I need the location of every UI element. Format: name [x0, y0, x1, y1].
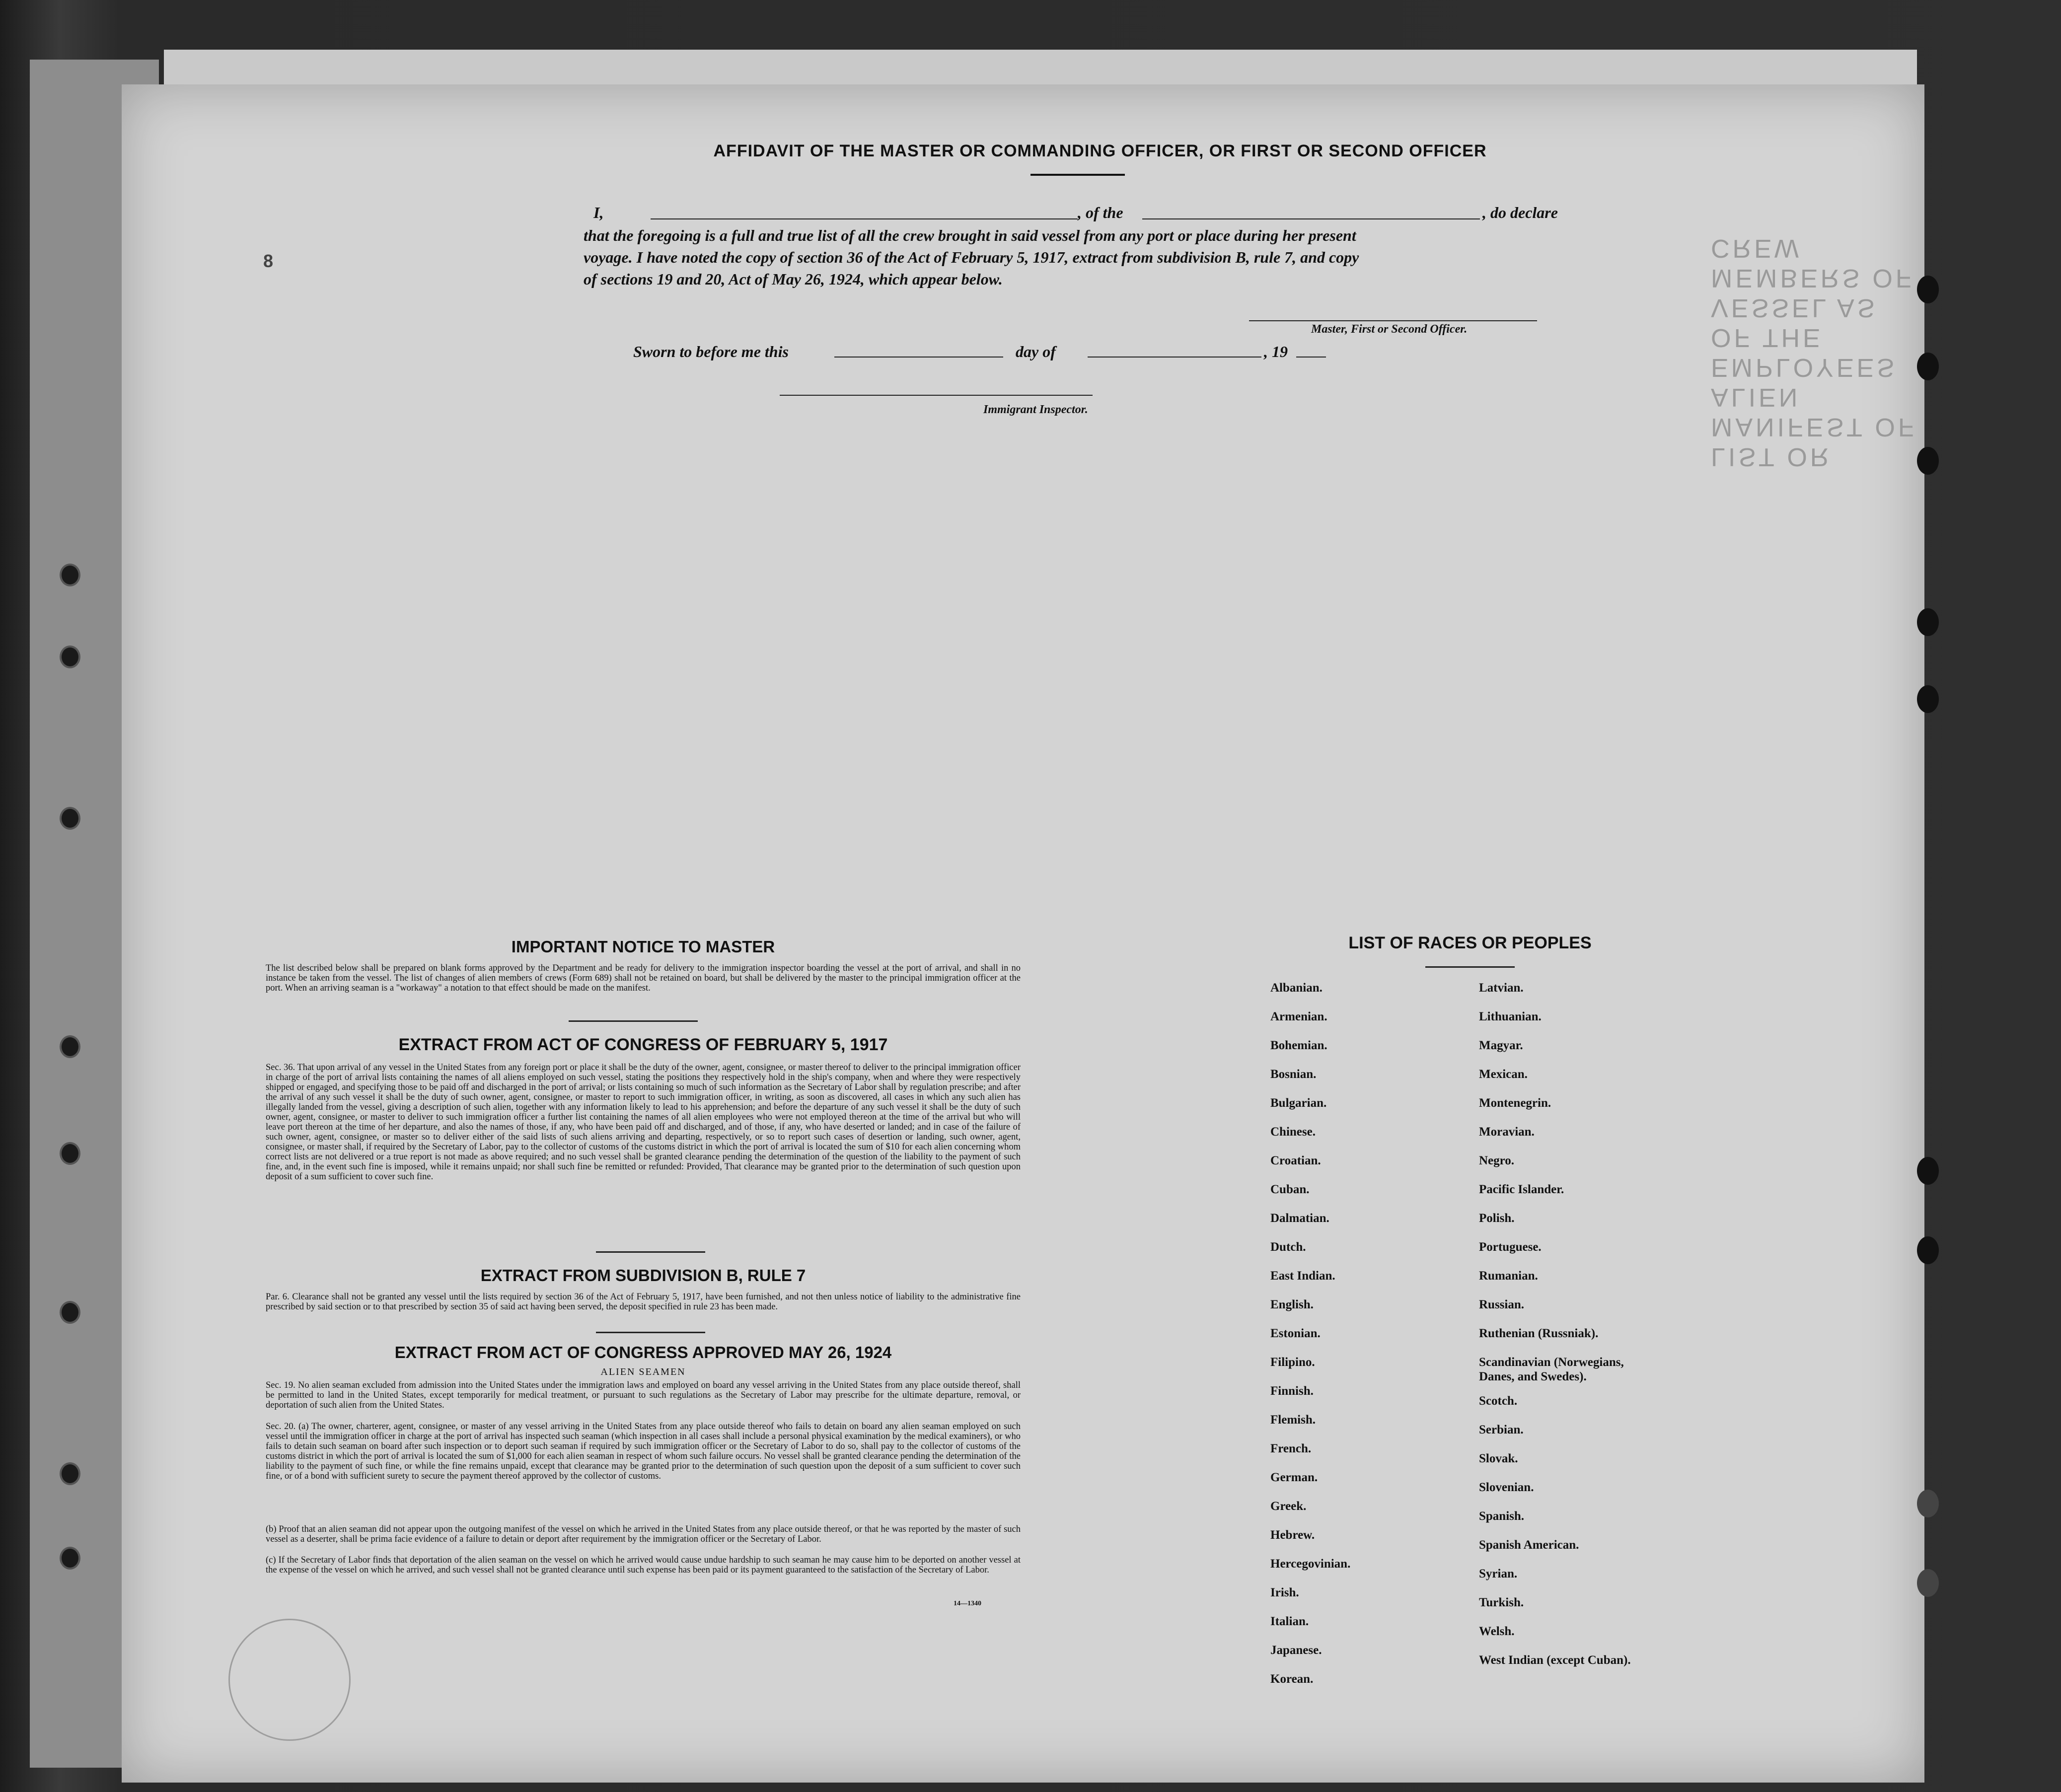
race-item: Chinese. [1270, 1125, 1316, 1139]
binder-hole-icon [60, 645, 80, 668]
race-item: Pacific Islander. [1479, 1183, 1564, 1196]
race-item: Greek. [1270, 1500, 1307, 1513]
notice-title: IMPORTANT NOTICE TO MASTER [511, 937, 775, 956]
race-item: Moravian. [1479, 1125, 1535, 1139]
race-item: Welsh. [1479, 1625, 1515, 1638]
punch-hole-icon [1917, 608, 1939, 636]
race-item: East Indian. [1270, 1269, 1335, 1283]
race-item: Dalmatian. [1270, 1212, 1329, 1225]
year-label: , 19 [1264, 343, 1288, 360]
race-item: Spanish American. [1479, 1538, 1579, 1552]
races-title: LIST OF RACES OR PEOPLES [1348, 933, 1592, 952]
punch-hole-icon [1917, 353, 1939, 380]
master-signature-label: Master, First or Second Officer. [1311, 323, 1468, 336]
affidavit-line-4: of sections 19 and 20, Act of May 26, 1924, which appear below. [584, 270, 1003, 288]
punch-hole-icon [1917, 1490, 1939, 1517]
race-item: Irish. [1270, 1586, 1299, 1599]
affidavit-line-3: voyage. I have noted the copy of section 36 of the Act of February 5, 1917, extract from subdivision B, rule 7, and copy [584, 248, 1359, 266]
race-item: Hebrew. [1270, 1528, 1315, 1542]
race-item: Bohemian. [1270, 1039, 1327, 1052]
race-item: Magyar. [1479, 1039, 1523, 1052]
race-item: Mexican. [1479, 1068, 1528, 1081]
race-item: Flemish. [1270, 1413, 1316, 1427]
punch-hole-icon [1917, 1236, 1939, 1264]
affidavit-declare-label: , do declare [1482, 204, 1558, 221]
race-item: Ruthenian (Russniak). [1479, 1327, 1599, 1340]
binder-hole-icon [60, 1035, 80, 1058]
race-item: Lithuanian. [1479, 1010, 1542, 1023]
punch-hole-icon [1917, 1569, 1939, 1597]
inspector-signature-field[interactable] [780, 395, 1093, 396]
binder-hole-icon [60, 1462, 80, 1485]
race-item: Finnish. [1270, 1384, 1314, 1398]
extract-1917-title: EXTRACT FROM ACT OF CONGRESS OF FEBRUARY 5, 1917 [398, 1035, 888, 1054]
notice-body: The list described below shall be prepared on blank forms approved by the Department and be ready for delivery to the immigration inspector boarding the vessel at the port of arrival, and shall in no instance be taken from the vessel. The list of changes of alien members of crews (Form 689) shall not be retained on board, but shall be delivered by the master to the principal immigration officer at the port. When an arriving seaman is a "workaway" a notation to that effect should be made on the manifest. [266, 963, 1021, 993]
race-item: Albanian. [1270, 981, 1323, 995]
sworn-month-field[interactable] [1088, 357, 1261, 358]
race-item: French. [1270, 1442, 1312, 1455]
form-number: 14—1340 [954, 1600, 981, 1607]
race-item: Serbian. [1479, 1423, 1524, 1436]
race-item: Dutch. [1270, 1240, 1306, 1254]
binder-hole-icon [60, 1547, 80, 1570]
race-item: Japanese. [1270, 1644, 1322, 1657]
affidavit-line-2: that the foregoing is a full and true list of all the crew brought in said vessel from any port or place during her present [584, 226, 1356, 244]
race-item: Scandinavian (Norwegians, Danes, and Swedes). [1479, 1356, 1624, 1383]
binder-hole-icon [60, 564, 80, 586]
punch-hole-icon [1917, 1157, 1939, 1185]
affidavit-of-the-label: , of the [1078, 204, 1123, 221]
extract-1924-title: EXTRACT FROM ACT OF CONGRESS APPROVED MAY 26, 1924 [394, 1343, 892, 1362]
race-item: Bosnian. [1270, 1068, 1317, 1081]
race-item: Korean. [1270, 1672, 1314, 1686]
race-item: Turkish. [1479, 1596, 1524, 1609]
binder-hole-icon [60, 1142, 80, 1165]
race-item: Hercegovinian. [1270, 1557, 1351, 1571]
extract-1917-body: Sec. 36. That upon arrival of any vessel in the United States from any foreign port or place it shall be the duty of the owner, agent, consignee, or master thereof to deliver to the principal immigration officer in charge of the port of arrival lists containing the names of all aliens employed on such vessel, stating the positions they respectively hold in the ship's company, when and where they were respectively shipped or engaged, and specifying those to be paid off and discharged in the port of arrival; or lists containing so much of such information as the Secretary of Labor shall by regulation prescribe; and after the arrival of any such vessel it shall be the duty of such owner, agent, consignee, or master to report to such immigration officer, in writing, as soon as discovered, all cases in which any such alien has illegally landed from the vessel, giving a description of such alien, together with any information likely to lead to his apprehension; and before the departure of any such vessel it shall be the duty of such owner, agent, consignee, or master to deliver to such immigration officer a further list containing the names of all alien employees who were not employed thereon at the time of the arrival but who will leave port thereon at the time of her departure, and also the names of those, if any, who have been paid off and discharged, and of those, if any, who have deserted or landed; and in case of the failure of such owner, agent, consignee, or master so to deliver either of the said lists of such aliens arriving and departing, respectively, or so to report such cases of desertion or landing, such owner, agent, consignee, or master shall, if required by the Secretary of Labor, pay to the collector of customs of the customs district in which the port of arrival is located the sum of $10 for each alien concerning whom correct lists are not delivered or a true report is not made as above required; and no such vessel shall be granted clearance pending the determination of the question of the liability to the payment of such fine, and, in the event such fine is imposed, while it remains unpaid; nor shall such fine be remitted or refunded: Provided, That clearance may be granted prior to the determination of such question upon deposit of a sum sufficient to cover such fine. [266, 1063, 1021, 1182]
race-item: Montenegrin. [1479, 1096, 1551, 1110]
sworn-label: Sworn to before me this [633, 343, 789, 360]
race-item: Bulgarian. [1270, 1096, 1327, 1110]
inspector-label: Immigrant Inspector. [983, 403, 1088, 416]
race-item: Negro. [1479, 1154, 1515, 1167]
master-signature-field[interactable] [1249, 320, 1537, 321]
races-rule [1425, 966, 1515, 968]
race-item: Italian. [1270, 1615, 1309, 1628]
race-item: Latvian. [1479, 981, 1524, 995]
sec20c-body: (c) If the Secretary of Labor finds that deportation of the alien seaman on the vessel on which he arrived would cause undue hardship to such seaman he may cause him to be deported on another vessel at the expense of the vessel on which he arrived, and such vessel shall not be granted clearance until such expense has been paid or its payment guaranteed to the satisfaction of the Secretary of Labor. [266, 1555, 1021, 1575]
day-of-label: day of [1016, 343, 1056, 360]
rule7-body: Par. 6. Clearance shall not be granted any vessel until the lists required by section 36 of the Act of February 5, 1917, have been furnished, and not then unless notice of liability to the administrative fine prescribed by said section or to that prescribed by section 35 of said act having been served, the deposit specified in rule 23 has been made. [266, 1292, 1021, 1312]
race-item: Cuban. [1270, 1183, 1310, 1196]
race-item: Croatian. [1270, 1154, 1321, 1167]
stamp-seal [228, 1619, 351, 1741]
vessel-name-field[interactable] [1142, 218, 1480, 219]
race-item: Armenian. [1270, 1010, 1327, 1023]
title-rule [1030, 174, 1125, 176]
punch-hole-icon [1917, 685, 1939, 713]
race-item: West Indian (except Cuban). [1479, 1653, 1631, 1667]
race-item: Syrian. [1479, 1567, 1518, 1580]
sec20a-body: Sec. 20. (a) The owner, charterer, agent, consignee, or master of any vessel arriving in the United States from any place outside thereof who fails to detain on board any alien seaman employed on such vessel until the immigration officer in charge at the port of arrival has inspected such seaman (which inspection in all cases shall include a personal physical examination by the medical examiners), or who fails to detain such seaman on board after such inspection or to deport such seaman if required by such immigration officer or the Secretary of Labor to do so, shall pay to the collector of customs of the customs district in which the port of arrival is located the sum of $1,000 for each alien seaman in respect of whom such failure occurs. No vessel shall be granted clearance pending the determination of the liability to the payment of such fine, or while the fine remains unpaid, except that clearance may be granted prior to the determination of such question upon the deposit of a sum sufficient to cover such fine, or of a bond with sufficient surety to secure the payment thereof approved by the collector of customs. [266, 1422, 1021, 1481]
binder-hole-icon [60, 807, 80, 830]
punch-hole-icon [1917, 447, 1939, 475]
section-divider [596, 1251, 705, 1253]
punch-hole-icon [1917, 276, 1939, 303]
race-item: Slovak. [1479, 1452, 1518, 1465]
race-item: Filipino. [1270, 1356, 1315, 1369]
race-item: English. [1270, 1298, 1314, 1311]
race-item: Russian. [1479, 1298, 1525, 1311]
race-item: Rumanian. [1479, 1269, 1538, 1283]
race-item: Slovenian. [1479, 1481, 1534, 1494]
affidavit-title: AFFIDAVIT OF THE MASTER OR COMMANDING OFFICER, OR FIRST OR SECOND OFFICER [713, 142, 1487, 160]
affidavit-i-label: I, [593, 204, 604, 221]
race-item: Scotch. [1479, 1394, 1518, 1408]
sec19-body: Sec. 19. No alien seaman excluded from admission into the United States under the immigration laws and employed on board any vessel arriving in the United States from any place outside thereof, shall be permitted to land in the United States, except temporarily for medical treatment, or pursuant to such regulations as the Secretary of Labor may prescribe for the ultimate departure, removal, or deportation of such alien from the United States. [266, 1380, 1021, 1410]
sworn-day-field[interactable] [834, 357, 1003, 358]
section-divider [569, 1020, 698, 1022]
master-name-field[interactable] [651, 218, 1078, 219]
show-through-header: LIST OR MANIFEST OF ALIEN EMPLOYEES OF THE VESSEL AS MEMBERS OF CREW [1711, 234, 1917, 471]
section-divider [596, 1332, 705, 1333]
sworn-year-field[interactable] [1296, 357, 1326, 358]
margin-mark: 8 [263, 251, 274, 271]
alien-seamen-subtitle: ALIEN SEAMEN [600, 1366, 686, 1377]
binder-hole-icon [60, 1301, 80, 1324]
race-item: Polish. [1479, 1212, 1515, 1225]
race-item: German. [1270, 1471, 1318, 1484]
rule7-title: EXTRACT FROM SUBDIVISION B, RULE 7 [480, 1266, 806, 1285]
race-item: Spanish. [1479, 1509, 1525, 1523]
race-item: Estonian. [1270, 1327, 1321, 1340]
race-item: Portuguese. [1479, 1240, 1542, 1254]
sec20b-body: (b) Proof that an alien seaman did not appear upon the outgoing manifest of the vessel on which he arrived in the United States from any place outside thereof, or that he was reported by the master of such vessel as a deserter, shall be prima facie evidence of a failure to detain or deport after requirement by the immigration officer or the Secretary of Labor. [266, 1524, 1021, 1544]
